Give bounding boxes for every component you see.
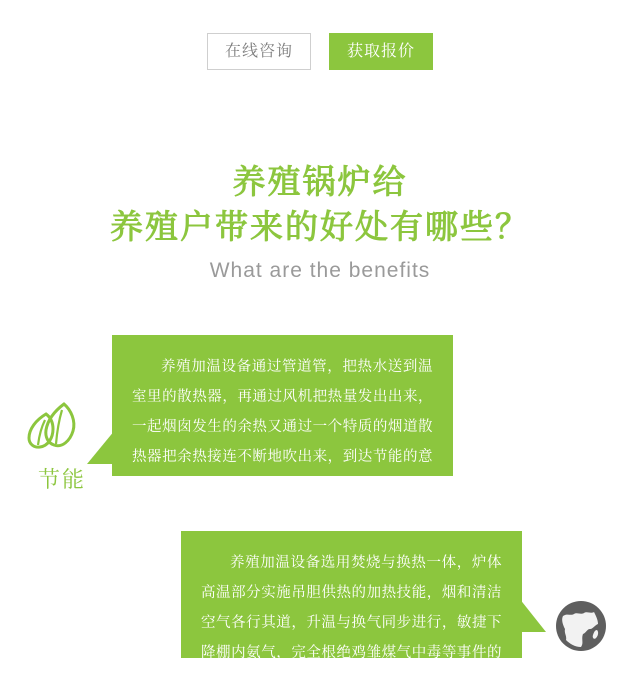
- feature-callout-energy-saving: [112, 335, 453, 495]
- cta-button-row: [0, 33, 640, 70]
- feature-text-energy-saving: 养殖加温设备通过管道管，把热水送到温室里的散热器，再通过风机把热量发出出来，一起烟囱发生的余热又通过一个特质的烟道散热器把余热接连不断地吹出来，到达节能的意图。: [132, 359, 433, 495]
- feature-text-air-quality: 养殖加温设备选用焚烧与换热一体，炉体高温部分实施吊胆供热的加热技能，烟和清洁空气各行其道，升温与换气同步进行，敏捷下降棚内氨气，完全根绝鸡雏煤气中毒等事件的发生。: [201, 555, 502, 691]
- get-quote-button[interactable]: 获取报价: [329, 33, 433, 70]
- callout-tail-right: [519, 598, 546, 632]
- title-line-2: 养殖户带来的好处有哪些？: [110, 208, 530, 245]
- globe-icon-wrap: [553, 598, 609, 654]
- online-consult-button[interactable]: 在线咨询: [207, 33, 311, 70]
- feature-leaf-label: 节能: [37, 467, 86, 492]
- callout-tail-left: [87, 430, 115, 464]
- feature-callout-air-quality: [181, 531, 522, 691]
- globe-icon: [553, 641, 609, 658]
- title-subtitle: What are the benefits: [209, 259, 431, 282]
- title-line-1: 养殖锅炉给: [232, 163, 408, 200]
- page-title: [0, 160, 640, 288]
